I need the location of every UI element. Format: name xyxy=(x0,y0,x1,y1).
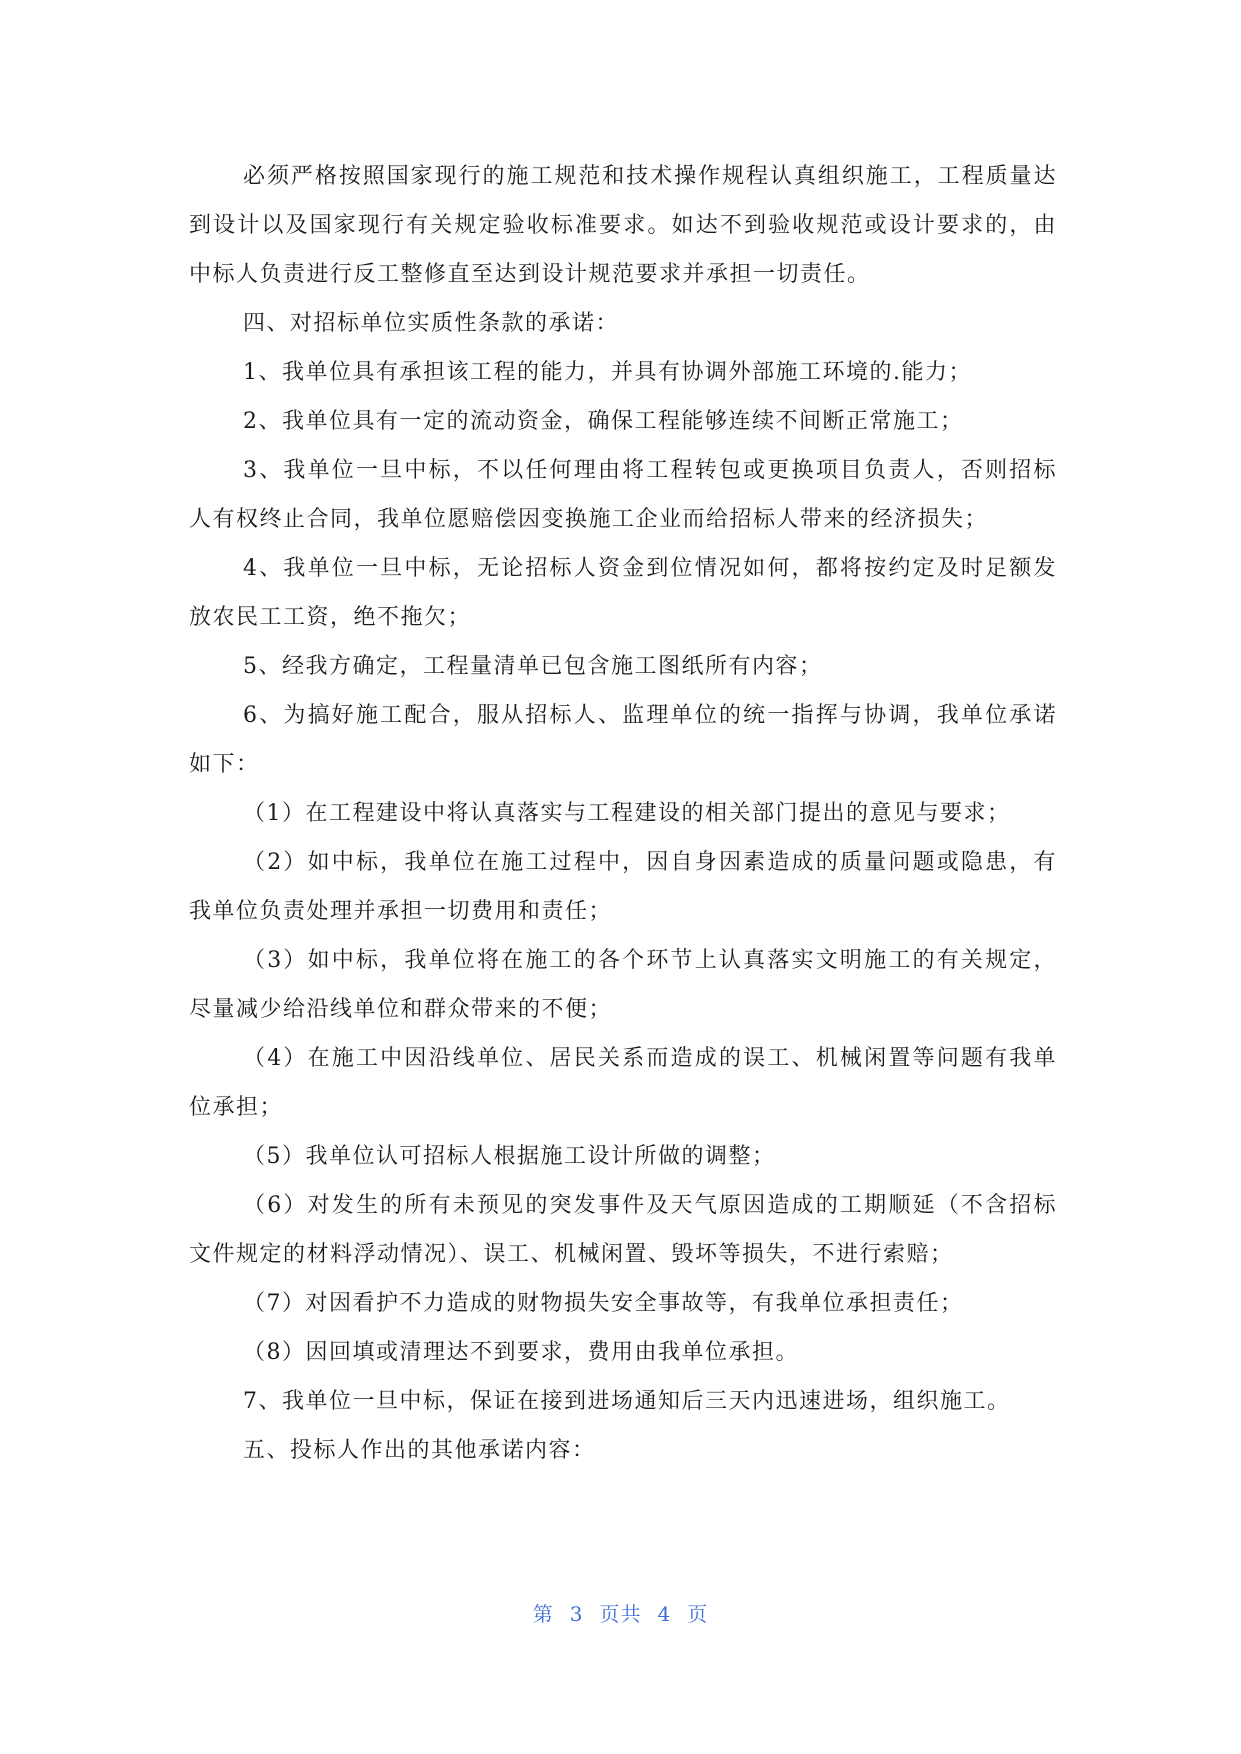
item-3: 3、我单位一旦中标，不以任何理由将工程转包或更换项目负责人，否则招标人有权终止合同，我单位愿赔偿因变换施工企业而给招标人带来的经济损失； xyxy=(189,458,1057,532)
item-1: 1、我单位具有承担该工程的能力，并具有协调外部施工环境的.能力； xyxy=(243,360,972,385)
item-7: 7、我单位一旦中标，保证在接到进场通知后三天内迅速进场，组织施工。 xyxy=(243,1389,1011,1414)
sub-item-3: （3）如中标，我单位将在施工的各个环节上认真落实文明施工的有关规定，尽量减少给沿线单位和群众带来的不便； xyxy=(189,948,1057,1022)
sub-item-5: （5）我单位认可招标人根据施工设计所做的调整； xyxy=(243,1144,776,1169)
document-body xyxy=(189,152,1057,1475)
sub-item-2: （2）如中标，我单位在施工过程中，因自身因素造成的质量问题或隐患，有我单位负责处理并承担一切费用和责任； xyxy=(189,850,1057,924)
sub-item-4: （4）在施工中因沿线单位、居民关系而造成的误工、机械闲置等问题有我单位承担； xyxy=(189,1046,1057,1120)
sub-item-8: （8）因回填或清理达不到要求，费用由我单位承担。 xyxy=(243,1340,799,1365)
footer-prefix: 第 xyxy=(532,1602,554,1626)
item-2: 2、我单位具有一定的流动资金，确保工程能够连续不间断正常施工； xyxy=(243,409,964,434)
footer-middle: 页共 xyxy=(599,1602,642,1626)
section-heading-four: 四、对招标单位实质性条款的承诺： xyxy=(243,311,620,336)
footer-current-page: 3 xyxy=(569,1602,584,1626)
sub-item-1: （1）在工程建设中将认真落实与工程建设的相关部门提出的意见与要求； xyxy=(243,801,1011,826)
footer-suffix: 页 xyxy=(687,1602,709,1626)
item-4: 4、我单位一旦中标，无论招标人资金到位情况如何，都将按约定及时足额发放农民工工资，绝不拖欠； xyxy=(189,556,1057,630)
section-heading-five: 五、投标人作出的其他承诺内容： xyxy=(243,1438,596,1463)
item-6: 6、为搞好施工配合，服从招标人、监理单位的统一指挥与协调，我单位承诺如下： xyxy=(189,703,1057,777)
sub-item-7: （7）对因看护不力造成的财物损失安全事故等，有我单位承担责任； xyxy=(243,1291,964,1316)
sub-item-6: （6）对发生的所有未预见的突发事件及天气原因造成的工期顺延（不含招标文件规定的材料浮动情况）、误工、机械闲置、毁坏等损失，不进行索赔； xyxy=(189,1193,1057,1267)
item-5: 5、经我方确定，工程量清单已包含施工图纸所有内容； xyxy=(243,654,823,679)
page-footer xyxy=(0,1598,1241,1627)
paragraph-quality-requirement: 必须严格按照国家现行的施工规范和技术操作规程认真组织施工，工程质量达到设计以及国家现行有关规定验收标准要求。如达不到验收规范或设计要求的，由中标人负责进行反工整修直至达到设计规范要求并承担一切责任。 xyxy=(189,164,1057,287)
footer-total-pages: 4 xyxy=(657,1602,672,1626)
